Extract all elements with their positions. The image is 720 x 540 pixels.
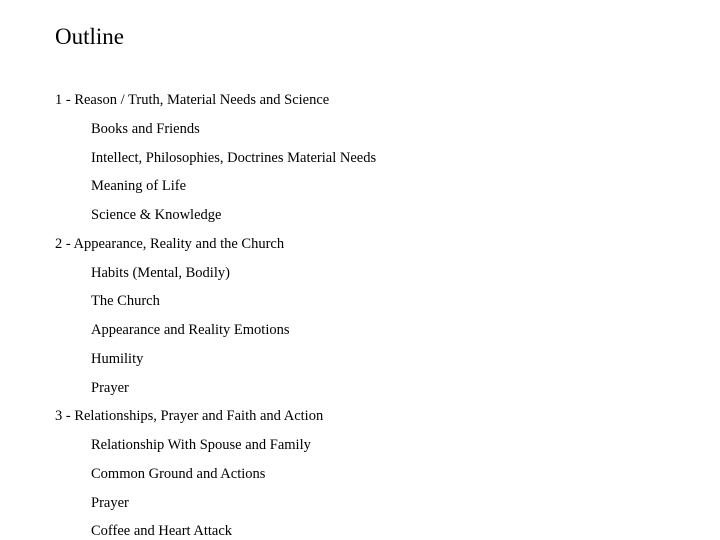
outline-item: Science & Knowledge [91,207,222,223]
outline-item: Prayer [91,379,129,396]
outline-item: Appearance and Reality Emotions [91,322,290,338]
outline-item: Humility [91,350,144,367]
outline-item: The Church [91,293,160,310]
outline-list [0,86,720,540]
outline-item: Books and Friends [91,120,200,137]
section-heading: 1 - Reason / Truth, Material Needs and Science [55,92,330,108]
outline-item: Relationship With Spouse and Family [91,437,311,453]
section-heading: 3 - Relationships, Prayer and Faith and Action [55,408,324,425]
outline-item: Coffee and Heart Attack [91,523,233,540]
section-heading: 2 - Appearance, Reality and the Church [55,235,285,252]
outline-item: Prayer [91,494,129,511]
outline-item: Common Ground and Actions [91,465,266,482]
outline-item: Meaning of Life [91,178,187,195]
page-title: Outline [55,24,124,49]
outline-item: Intellect, Philosophies, Doctrines Material Needs [91,149,377,166]
outline-item: Habits (Mental, Bodily) [91,264,230,281]
